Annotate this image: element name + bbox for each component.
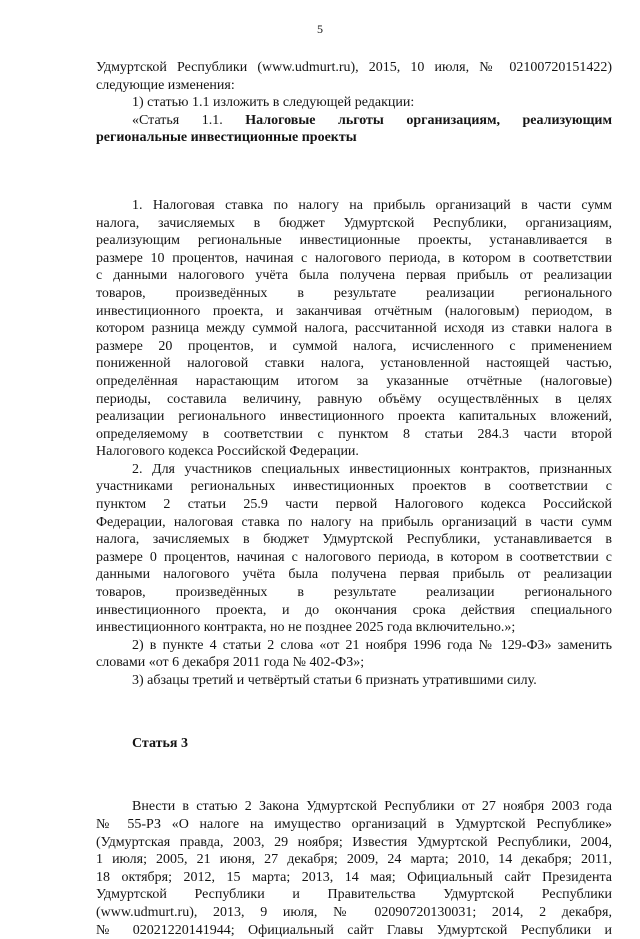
text-line: 2. Для участников специальных инвестиционных контрактов, признанных: [132, 461, 612, 477]
text-line: Удмуртской Республики (www.udmurt.ru), 2015, 10 июля, № 02100720151422): [96, 60, 612, 75]
text-line: 18 октября; 2012, 15 марта; 2013, 14 мая; Официальный сайт Президента: [96, 869, 612, 885]
text-line: 3) абзацы третий и четвёртый статьи 6 признать утратившими силу.: [132, 673, 537, 688]
text-line: котором разница между суммой налога, рассчитанной исходя из ставки налога в: [96, 321, 612, 337]
text-line: налога, зачисляемых в бюджет Удмуртской Республики, организациям,: [96, 215, 612, 231]
text-line: товаров, произведённых в результате реализации регионального: [96, 585, 612, 601]
document-body: [96, 59, 612, 939]
text-line: инвестиционного проекта, и до окончания срока действия специального: [96, 602, 612, 618]
text-line: пунктом 2 статьи 25.9 части первой Налогового кодекса Российской: [96, 497, 612, 513]
text-line: инвестиционного проекта, и заканчивая отчётным (налоговым) периодом, в: [96, 303, 612, 319]
text-line: (www.udmurt.ru), 2013, 9 июля, № 02090720130031; 2014, 2 декабря,: [96, 904, 612, 920]
text-line: периоды, составила величину, равную объёму осуществлённых в целях: [96, 391, 612, 407]
text-line: Внести в статью 2 Закона Удмуртской Республики от 27 ноября 2003 года: [132, 799, 612, 815]
text-line: участниками региональных инвестиционных проектов в соответствии с: [96, 479, 612, 495]
text-line: словами «от 6 декабря 2011 года № 402-ФЗ»;: [96, 655, 365, 671]
text-line: [96, 112, 612, 130]
text-line: инвестиционного контракта, но не позднее 2025 года включительно.»;: [96, 620, 516, 636]
text-line: реализации регионального инвестиционного проекта капитальных вложений,: [96, 409, 612, 425]
text-line: налога, зачисляемых в бюджет Удмуртской Республики, устанавливается в: [96, 532, 612, 548]
text-line: товаров, произведённых в результате реализации регионального: [96, 285, 612, 301]
text-line: размере 20 процентов, и суммой налога, исчисленного с применением: [96, 338, 612, 354]
text-line: размере 0 процентов, начиная с налогового периода, в котором в соответствии с: [96, 549, 612, 565]
text-line: (Удмуртская правда, 2003, 29 ноября; Известия Удмуртской Республики, 2004,: [96, 834, 612, 850]
text-line: пониженной налоговой ставки налога, установленной настоящей частью,: [96, 356, 612, 372]
text-line: данными налогового учёта была получена первая прибыль от реализации: [96, 567, 612, 583]
text-line: определяемому в соответствии с пунктом 8 статьи 284.3 части второй: [96, 426, 612, 442]
text-line: размере 10 процентов, начиная с налогового периода, в котором в соответствии: [96, 250, 612, 266]
text-line: Статья 3: [132, 736, 188, 752]
text-line: 1. Налоговая ставка по налогу на прибыль организаций в части сумм: [132, 197, 612, 213]
text-line: 1 июля; 2005, 21 июня, 27 декабря; 2009, 24 марта; 2010, 14 декабря; 2011,: [96, 852, 612, 868]
text-line: 1) статью 1.1 изложить в следующей редакции:: [132, 95, 415, 111]
page-number: 5: [317, 22, 323, 36]
text-line: с данными налогового учёта была получена первая прибыль от реализации: [96, 268, 612, 284]
spacer: [96, 767, 612, 785]
article-prefix: «Статья 1.1.: [132, 112, 246, 128]
article-title: Налоговые льготы организациям, реализующим: [245, 112, 612, 128]
spacer: [96, 704, 612, 722]
text-line: № 02021220141944; Официальный сайт Главы Удмуртской Республики и: [96, 922, 612, 938]
text-line: 2) в пункте 4 статьи 2 слова «от 21 ноября 1996 года № 129-ФЗ» заменить: [132, 637, 612, 653]
text-line: Налогового кодекса Российской Федерации.: [96, 444, 359, 460]
text-line: следующие изменения:: [96, 77, 235, 93]
text-line: № 55-РЗ «О налоге на имущество организаций в Удмуртской Республике»: [96, 816, 612, 832]
spacer: [96, 161, 612, 183]
text-line: определённая нарастающим итогом за указанные отчётные (налоговые): [96, 373, 612, 389]
text-line: Федерации, налоговая ставка по налогу на прибыль организаций в части сумм: [96, 514, 612, 530]
text-line: Удмуртской Республики и Правительства Удмуртской Республики: [96, 887, 612, 903]
text-line: реализующим региональные инвестиционные проекты, устанавливается в: [96, 233, 612, 249]
text-line: региональные инвестиционные проекты: [96, 130, 357, 146]
